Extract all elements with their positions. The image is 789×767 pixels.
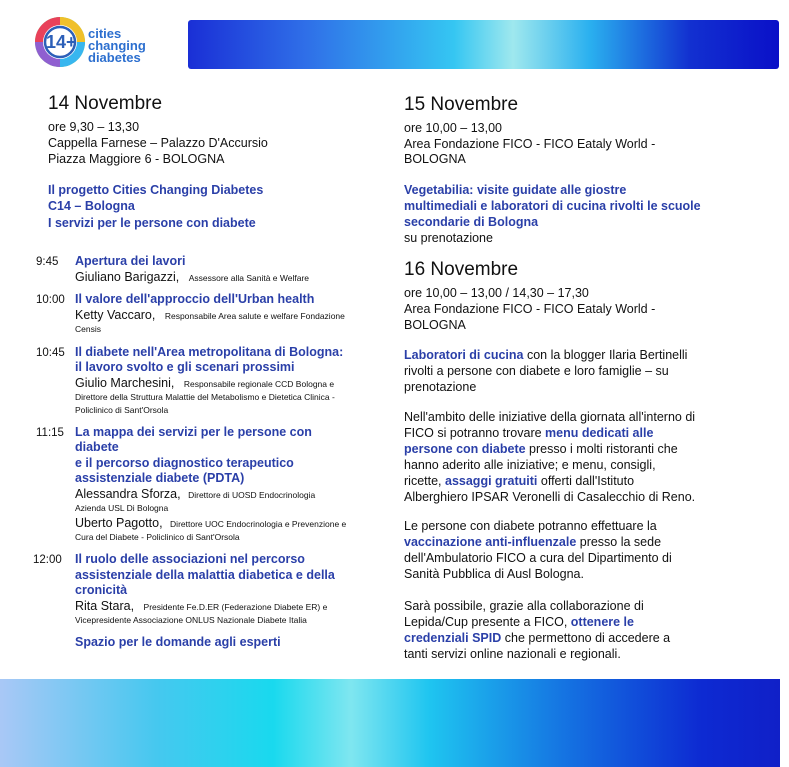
- right-venue-2a: Area Fondazione FICO - FICO Eataly World -: [404, 302, 656, 316]
- p3-highlight: credenziali SPID: [404, 631, 502, 645]
- agenda-title: il lavoro svolto e gli scenari prossimi: [75, 360, 295, 374]
- agenda-time: 10:45: [36, 347, 65, 359]
- agenda-speaker: [75, 376, 334, 391]
- p3-line-4: tanti servizi online nazionali e regionali.: [404, 647, 621, 661]
- project-title-1: Il progetto Cities Changing Diabetes: [48, 183, 264, 197]
- agenda-speaker: [75, 270, 309, 285]
- agenda-title: e il percorso diagnostico terapeutico: [75, 456, 294, 470]
- p2-line-3: dell'Ambulatorio FICO a cura del Dipartimento di: [404, 551, 672, 565]
- p3-line-3: [404, 630, 670, 646]
- p1-line-4: hanno aderito alle iniziative; e menu, consigli,: [404, 458, 656, 472]
- p3-highlight: ottenere le: [570, 615, 634, 629]
- logo-line-1: cities: [88, 26, 122, 41]
- logo-number: 14+: [46, 32, 77, 52]
- p1-line-3: [404, 441, 678, 457]
- p1-line-2: [404, 425, 653, 441]
- agenda-title: Il valore dell'approccio dell'Urban health: [75, 292, 315, 306]
- top-banner: [188, 20, 779, 69]
- p2-line-1: Le persone con diabete potranno effettuare la: [404, 519, 657, 533]
- logo-line-3: diabetes: [88, 50, 141, 65]
- logo: [20, 8, 180, 73]
- agenda-title: assistenziale della malattia diabetica e della: [75, 568, 335, 582]
- speaker-role: Responsabile regionale CCD Bologna e: [183, 379, 335, 389]
- agenda-title: Il diabete nell'Area metropolitana di Bologna:: [75, 345, 344, 359]
- right-venue-1a: Area Fondazione FICO - FICO Eataly World -: [404, 137, 656, 151]
- left-venue-1: Cappella Farnese – Palazzo D'Accursio: [48, 136, 268, 150]
- p3-line-2: [404, 614, 634, 630]
- p1-text: offerti dall'Istituto: [537, 474, 635, 488]
- project-title-3: I servizi per le persone con diabete: [48, 216, 256, 230]
- p1-line-1: Nell'ambito delle iniziative della giornata all'interno di: [404, 410, 696, 424]
- vegetabilia-4: su prenotazione: [404, 231, 493, 245]
- speaker-role: Assessore alla Sanità e Welfare: [188, 273, 310, 283]
- agenda-speaker: [75, 516, 346, 531]
- p2-text: presso la sede: [576, 535, 662, 549]
- speaker-name: Alessandra Sforza,: [75, 487, 181, 501]
- speaker-role: Presidente Fe.D.ER (Federazione Diabete ER) e: [143, 602, 328, 612]
- speaker-role: Responsabile Area salute e welfare Fondazione: [164, 311, 345, 321]
- lab-line-2: rivolti a persone con diabete e loro famiglie – su: [404, 364, 669, 378]
- speaker-name: Giulio Marchesini,: [75, 376, 175, 390]
- p1-highlight: assaggi gratuiti: [445, 474, 538, 488]
- agenda-title: assistenziale diabete (PDTA): [75, 471, 245, 485]
- lab-line-3: prenotazione: [404, 380, 477, 394]
- lab-line-1: [404, 347, 687, 363]
- agenda-time: 9:45: [36, 256, 59, 268]
- speaker-name: Giuliano Barigazzi,: [75, 270, 180, 284]
- p2-highlight: vaccinazione anti-influenzale: [404, 535, 577, 549]
- project-title-2: C14 – Bologna: [48, 199, 135, 213]
- p2-line-4: Sanità Pubblica di Ausl Bologna.: [404, 567, 584, 581]
- agenda-speaker: [75, 308, 345, 323]
- p1-text: ricette,: [404, 474, 445, 488]
- speaker-role: Direttore della Struttura Malattie del Metabolismo e Dietetica Clinica -: [75, 392, 335, 402]
- speaker-name: Ketty Vaccaro,: [75, 308, 156, 322]
- logo-line-2: changing: [88, 38, 146, 53]
- speaker-role: Direttore di UOSD Endocrinologia: [188, 490, 316, 500]
- p1-highlight: persone con diabete: [404, 442, 526, 456]
- agenda-title: Apertura dei lavori: [75, 254, 186, 268]
- p2-line-2: [404, 534, 661, 550]
- agenda-title: La mappa dei servizi per le persone con: [75, 425, 312, 439]
- p3-text: che permettono di accedere a: [501, 631, 671, 645]
- lab-highlight: Laboratori di cucina: [404, 348, 524, 362]
- right-date-1: 15 Novembre: [404, 94, 519, 115]
- speaker-role: Azienda USL Di Bologna: [75, 503, 169, 513]
- left-venue-2: Piazza Maggiore 6 - BOLOGNA: [48, 152, 225, 166]
- p1-line-5: [404, 473, 634, 489]
- vegetabilia-3: secondarie di Bologna: [404, 215, 539, 229]
- agenda-speaker: [75, 599, 327, 614]
- right-time-2: ore 10,00 – 13,00 / 14,30 – 17,30: [404, 286, 589, 300]
- speaker-role: Direttore UOC Endocrinologia e Prevenzione e: [170, 519, 347, 529]
- p1-text: presso i molti ristoranti che: [525, 442, 678, 456]
- p1-highlight: menu dedicati alle: [545, 426, 654, 440]
- left-date: 14 Novembre: [48, 93, 163, 114]
- right-venue-2b: BOLOGNA: [404, 318, 466, 332]
- closing-text: Spazio per le domande agli esperti: [75, 635, 281, 649]
- left-time: ore 9,30 – 13,30: [48, 120, 140, 134]
- lab-rest: con la blogger Ilaria Bertinelli: [523, 348, 688, 362]
- agenda-title: Il ruolo delle associazioni nel percorso: [75, 552, 305, 566]
- speaker-role: Cura del Diabete - Policlinico di Sant'Orsola: [75, 532, 240, 542]
- agenda-time: 12:00: [33, 554, 62, 566]
- speaker-role: Vicepresidente Associazione ONLUS Nazionale Diabete Italia: [75, 615, 307, 625]
- right-date-2: 16 Novembre: [404, 259, 519, 280]
- bottom-banner: [0, 679, 780, 767]
- right-time-1: ore 10,00 – 13,00: [404, 121, 502, 135]
- vegetabilia-2: multimediali e laboratori di cucina rivolti le scuole: [404, 199, 701, 213]
- agenda-time: 11:15: [36, 427, 64, 439]
- vegetabilia-1: Vegetabilia: visite guidate alle giostre: [404, 183, 627, 197]
- speaker-role: Censis: [75, 324, 101, 334]
- agenda-title: cronicità: [75, 583, 128, 597]
- agenda-speaker: [75, 487, 315, 502]
- right-venue-1b: BOLOGNA: [404, 152, 466, 166]
- p3-line-1: Sarà possibile, grazie alla collaborazione di: [404, 599, 644, 613]
- p1-text: FICO si potranno trovare: [404, 426, 546, 440]
- p1-line-6: Alberghiero IPSAR Veronelli di Casalecchio di Reno.: [404, 490, 696, 504]
- agenda-title: diabete: [75, 440, 119, 454]
- p3-text: Lepida/Cup presente a FICO,: [404, 615, 571, 629]
- speaker-name: Rita Stara,: [75, 599, 135, 613]
- speaker-role: Policlinico di Sant'Orsola: [75, 405, 169, 415]
- speaker-name: Uberto Pagotto,: [75, 516, 163, 530]
- agenda-time: 10:00: [36, 294, 65, 306]
